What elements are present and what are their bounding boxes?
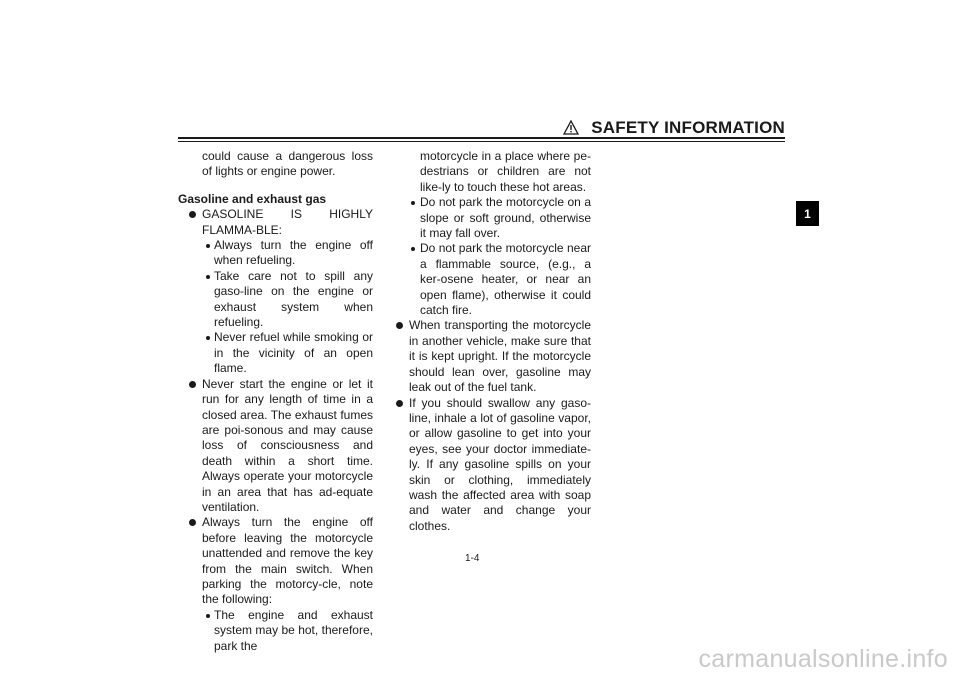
header-rule	[178, 137, 785, 139]
sub-bullet-text: Do not park the motorcycle on a slope or soft ground, otherwise it may fall over.	[420, 195, 591, 241]
right-column	[396, 149, 591, 534]
sub-bullet-item: The engine and exhaust system may be hot, therefore, park the	[178, 608, 373, 654]
watermark: carmanualsonline.info	[698, 645, 948, 673]
bullet-item: Always turn the engine off before leaving the motorcycle unattended and remove the key from the main switch. When parking the motorcy-cle, note the following:	[178, 515, 373, 607]
sub-bullet-item: Take care not to spill any gaso-line on the engine or exhaust system when refueling.	[178, 269, 373, 331]
sub-bullet-item	[396, 195, 591, 241]
left-column	[178, 149, 373, 654]
page-header	[178, 116, 785, 142]
warning-triangle-icon	[563, 120, 579, 135]
sub-bullet-text: Do not park the motorcycle near a flammable source, (e.g., a ker-osene heater, or near an open flame), otherwise it could catch fire.	[420, 241, 591, 318]
sub-bullet-item: Never refuel while smoking or in the vicinity of an open flame.	[178, 330, 373, 376]
page-number: 1-4	[465, 553, 480, 564]
sub-bullet-item: Always turn the engine off when refueling.	[178, 238, 373, 269]
sub-bullet-item	[396, 241, 591, 318]
bullet-item: If you should swallow any gaso-line, inhale a lot of gasoline vapor, or allow gasoline to get into your eyes, see your doctor immediate-ly. If any gasoline spills on your skin or clothing, immediately wash the affected area with soap and water and change your clothes.	[396, 396, 591, 535]
header-rule-thin	[178, 141, 785, 142]
page-title: SAFETY INFORMATION	[591, 118, 785, 137]
continuation-text: motorcycle in a place where pe-destrians or children are not like-ly to touch these hot areas.	[420, 149, 591, 194]
continuation-text: could cause a dangerous loss of lights or engine power.	[202, 149, 373, 179]
bullet-item: GASOLINE IS HIGHLY FLAMMA-BLE:	[178, 207, 373, 238]
chapter-tab[interactable]: 1	[796, 201, 819, 226]
bullet-item: When transporting the motorcycle in another vehicle, make sure that it is kept upright. If the motorcycle should lean over, gasoline may leak out of the fuel tank.	[396, 318, 591, 395]
section-heading: Gasoline and exhaust gas	[178, 191, 327, 206]
bullet-item: Never start the engine or let it run for any length of time in a closed area. The exhaust fumes are poi-sonous and may cause loss of consciousness and death within a short time. Always operate your motorcycle in an area that has ad-equate ventilation.	[178, 377, 373, 516]
